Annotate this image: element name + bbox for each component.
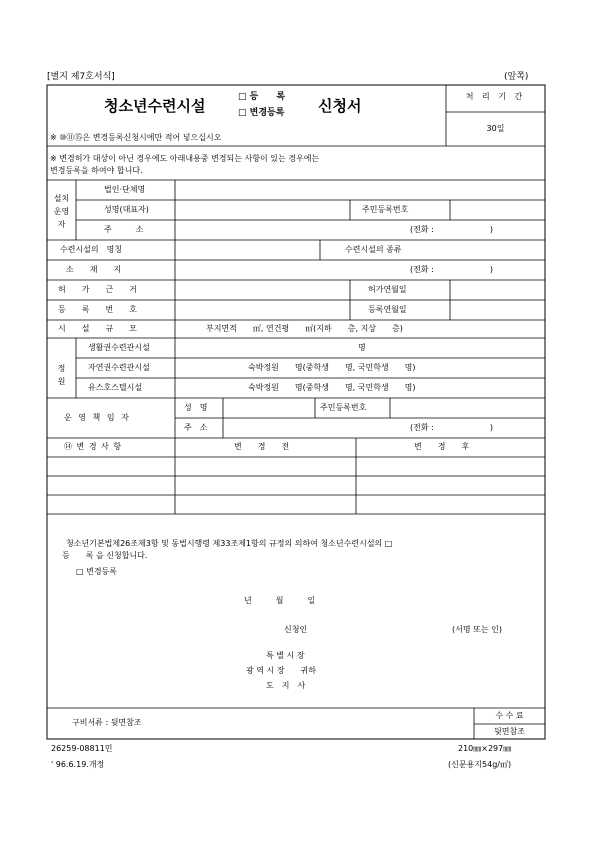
change-before-header: 변 경 전 (234, 442, 290, 451)
fee-value: 뒷면참조 (494, 727, 525, 736)
permit-basis-label: 허 가 근 거 (58, 285, 137, 294)
note-change-registration-2: 변경등록을 하여야 합니다. (50, 166, 143, 175)
capacity-row-value[interactable]: 숙박정원 명(중학생 명, 국민학생 명) (248, 383, 416, 392)
paper-size: 210㎜×297㎜ (458, 744, 512, 753)
manager-address-label: 주 소 (184, 423, 208, 432)
capacity-row-value[interactable]: 명 (358, 343, 366, 352)
resident-number-field[interactable] (451, 201, 545, 219)
manager-phone[interactable]: (전화 : ) (410, 423, 493, 432)
addressee-line-2: 광 역 시 장 귀하 (246, 666, 316, 675)
registration-date-label: 등록연월일 (368, 305, 407, 314)
location-label: 소 재 지 (66, 265, 122, 274)
capacity-row-label: 생활권수련관시설 (88, 343, 150, 352)
processing-period-value: 30일 (486, 124, 505, 133)
capacity-row-value[interactable]: 숙박정원 명(중학생 명, 국민학생 명) (248, 363, 416, 372)
representative-name-field[interactable] (176, 201, 349, 219)
location-phone[interactable]: (전화 : ) (410, 265, 493, 274)
facility-name-label: 수련시설의 명칭 (60, 245, 123, 254)
permit-date-label: 허가연월일 (368, 285, 407, 294)
application-date[interactable]: 년 월 일 (244, 596, 316, 605)
declaration-change-checkbox[interactable]: □ 변경등록 (76, 567, 118, 576)
change-items-header: ⑭ 변 경 사 항 (64, 442, 123, 451)
addressee-line-1: 특 별 시 장 (266, 651, 305, 660)
form-number: [별지 제7호서식] (47, 72, 115, 82)
page-side-label: (앞쪽) (504, 72, 529, 82)
note-change-registration-1: ※ 변경허가 대상이 아닌 경우에도 아래내용중 변경되는 사항이 있는 경우에는 (50, 154, 320, 163)
addressee-line-3: 도 지 사 (266, 681, 306, 690)
revision-date: ' 96.6.19.개정 (51, 760, 105, 769)
capacity-side-label: 정 원 (57, 364, 66, 386)
manager-name-label: 성 명 (184, 403, 208, 412)
representative-name-label: 성명(대표자) (104, 205, 149, 214)
facility-scale-value[interactable]: 부지면적 ㎡, 연건평 ㎡(지하 층, 지상 층) (206, 324, 403, 333)
applicant-label: 신청인 (284, 625, 308, 634)
operator-address-label: 주 소 (104, 225, 144, 234)
signature-label[interactable]: (서명 또는 인) (452, 625, 502, 634)
manager-resident-number-label: 주민등록번호 (320, 403, 367, 412)
operator-side-label: 설치 운영 자 (53, 194, 70, 229)
facility-scale-label: 시 설 규 모 (58, 324, 137, 333)
note-change-fields: ※ ⑩⑪⑮은 변경등록신청시에만 적어 넣으십시오 (50, 133, 222, 142)
paper-type: (신문용지54g/㎡) (448, 760, 512, 769)
resident-number-label: 주민등록번호 (362, 205, 409, 214)
capacity-row-label: 유스호스텔시설 (88, 383, 143, 392)
form-code: 26259-08811민 (51, 744, 113, 753)
form-title-prefix: 청소년수련시설 (104, 97, 206, 115)
manager-label: 운 영 책 임 자 (64, 413, 131, 422)
declaration-line-2: 등 록 을 신청합니다. (62, 551, 148, 560)
processing-period-label: 처 리 기 간 (465, 92, 526, 101)
corp-name-field[interactable] (176, 181, 545, 199)
checkbox-change-registration[interactable]: □ 변경등록 (238, 108, 285, 118)
operator-phone[interactable]: (전화 : ) (410, 225, 493, 234)
corp-name-label: 법인·단체명 (104, 185, 146, 194)
form-title-suffix: 신청서 (318, 97, 362, 115)
checkbox-registration[interactable]: □ 등 록 (238, 92, 286, 102)
change-after-header: 변 경 후 (414, 442, 470, 451)
capacity-row-label: 자연권수련관시설 (88, 363, 150, 372)
required-documents: 구비서류 : 뒷면참조 (72, 718, 142, 727)
declaration-line-1: 청소년기본법제26조제3항 및 동법시행령 제33조제1항의 규정의 의하여 청소년수련시설의 □ (66, 539, 393, 548)
registration-number-label: 등 록 번 호 (58, 305, 137, 314)
fee-label: 수 수 료 (495, 711, 524, 720)
facility-type-label: 수련시설의 종류 (345, 245, 402, 254)
